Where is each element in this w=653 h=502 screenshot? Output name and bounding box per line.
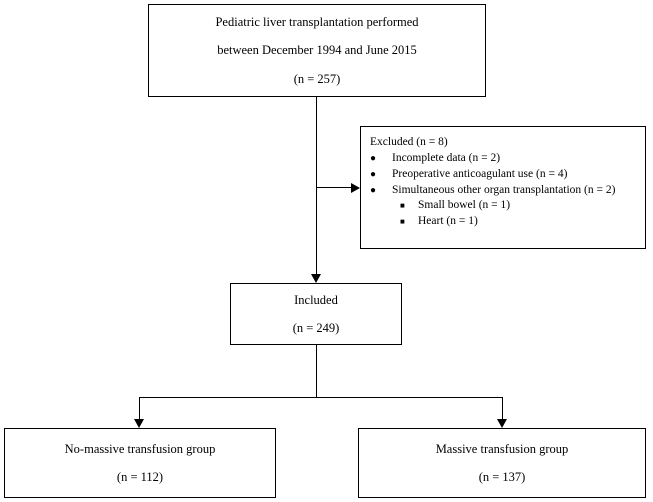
excluded-item-label: Simultaneous other organ transplantation (n = 2) — [392, 183, 616, 196]
arrowhead-to-included — [311, 274, 321, 283]
included-line-1: Included — [294, 292, 338, 307]
excluded-item-label: Incomplete data (n = 2) — [392, 152, 501, 165]
excluded-item — [370, 168, 567, 181]
bullet-circle-icon: ● — [370, 168, 377, 180]
bullet-square-icon: ■ — [400, 201, 405, 211]
excluded-item — [370, 152, 500, 165]
arrowhead-to-left-group — [134, 419, 144, 428]
box-massive-transfusion-group — [358, 428, 646, 498]
bullet-circle-icon: ● — [370, 184, 377, 196]
box-top-line-3: (n = 257) — [293, 71, 341, 86]
box-total-transplantations — [148, 4, 486, 97]
bullet-circle-icon: ● — [370, 153, 377, 165]
included-line-2: (n = 249) — [292, 321, 340, 335]
box-top-line-2: between December 1994 and June 2015 — [217, 43, 417, 58]
excluded-subitem-label: Heart (n = 1) — [418, 215, 478, 228]
no-massive-line-2: (n = 112) — [116, 470, 164, 484]
connector-horizontal-split — [139, 397, 503, 398]
connector-vertical-main — [316, 97, 317, 274]
massive-line-1: Massive transfusion group — [435, 441, 569, 456]
excluded-subitem — [370, 215, 478, 228]
connector-vertical-right-group — [502, 397, 503, 419]
massive-line-2: (n = 137) — [478, 470, 526, 484]
excluded-item-label: Preoperative anticoagulant use (n = 4) — [392, 167, 568, 180]
excluded-item — [370, 184, 615, 197]
connector-vertical-left-group — [139, 397, 140, 419]
excluded-subitem-label: Small bowel (n = 1) — [418, 199, 511, 212]
box-excluded — [360, 126, 646, 249]
arrowhead-to-right-group — [497, 419, 507, 428]
excluded-header: Excluded (n = 8) — [370, 136, 448, 148]
excluded-subitem — [370, 199, 510, 212]
box-included — [230, 283, 402, 345]
arrowhead-to-excluded — [351, 183, 360, 193]
connector-vertical-split — [316, 345, 317, 397]
box-top-line-1: Pediatric liver transplantation performed — [215, 14, 419, 29]
connector-horizontal-excluded — [316, 187, 352, 188]
bullet-square-icon: ■ — [400, 217, 405, 227]
no-massive-line-1: No-massive transfusion group — [64, 441, 216, 456]
box-no-massive-transfusion-group — [4, 428, 276, 498]
